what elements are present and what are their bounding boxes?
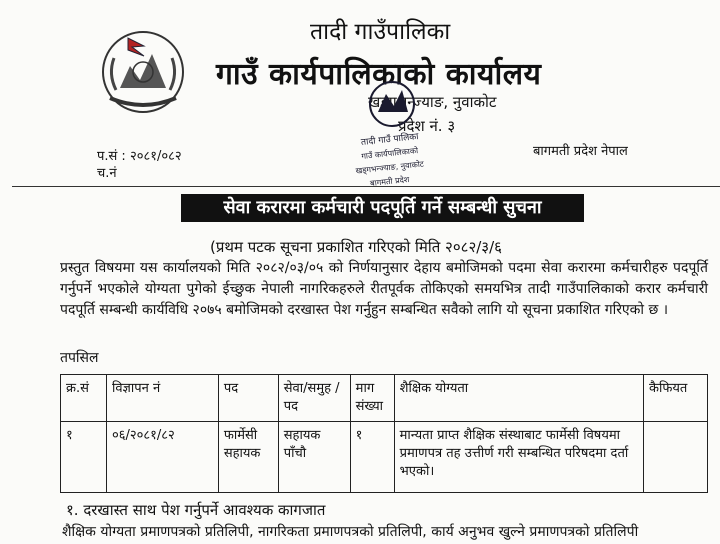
cell-remarks <box>643 422 707 493</box>
municipality-emblem <box>100 28 186 118</box>
cell-serial: १ <box>61 422 107 493</box>
vacancy-table <box>60 374 708 493</box>
notice-title: सेवा करारमा कर्मचारी पदपूर्ति गर्ने सम्बन्धी सुचना <box>181 194 584 222</box>
col-demand: माग संख्या <box>350 375 394 422</box>
province-number: प्रदेश नं. ३ <box>398 117 456 135</box>
cell-service-group: सहायक पाँचौ <box>278 422 350 493</box>
province-label: बागमती प्रदेश नेपाल <box>533 144 628 159</box>
office-name: गाउँ कार्यपालिकाको कार्यालय <box>216 57 542 92</box>
table-header-row <box>61 375 708 422</box>
col-remarks: कैफियत <box>643 375 707 422</box>
office-address: खड्गभन्ज्याङ, नुवाकोट <box>368 93 497 111</box>
col-qualification: शैक्षिक योग्यता <box>394 375 643 422</box>
svg-text:खड्गभन्ज्याङ, नुवाकोट: खड्गभन्ज्याङ, नुवाकोट <box>355 159 425 176</box>
svg-text:तादी गाउँ पालिका: तादी गाउँ पालिका <box>360 132 420 149</box>
publication-date: (प्रथम पटक सूचना प्रकाशित गरिएको मिति २०८२/३/६ <box>210 238 502 256</box>
svg-text:गाउँ कार्यपालिकाको: गाउँ कार्यपालिकाको <box>360 146 419 161</box>
office-stamp <box>340 76 440 188</box>
documents-heading: १. दरखास्त साथ पेश गर्नुपर्ने आवश्यक कागजात <box>66 501 326 519</box>
header-divider <box>12 186 720 187</box>
details-label: तपसिल <box>60 350 99 366</box>
dispatch-number: च.नं <box>97 166 117 181</box>
cell-post: फार्मेसी सहायक <box>218 422 278 493</box>
cell-demand: १ <box>350 422 394 493</box>
cell-qualification: मान्यता प्राप्त शैक्षिक संस्थाबाट फार्मेसी विषयमा प्रमाणपत्र तह उत्तीर्ण गरी सम्बन्धित परिषदमा दर्ता भएको। <box>394 422 643 493</box>
col-service-group: सेवा/समुह /पद <box>278 375 350 422</box>
svg-text:बागमती प्रदेश: बागमती प्रदेश <box>369 174 410 188</box>
municipality-name: तादी गाउँपालिका <box>310 19 451 45</box>
col-serial: क्र.सं <box>61 375 107 422</box>
notice-body: प्रस्तुत विषयमा यस कार्यालयको मिति २०८२/०३/०५ को निर्णयानुसार देहाय बमोजिमको पदमा सेवा करारमा कर्मचारीहरु पदपूर्ति गर्नुपर्ने भएकोले योग्यता पुगेको ईच्छुक नेपाली नागरिकहरुले रीतपूर्वक तोकिएको समयभित्र तादी गाउँपालिकाको करार कर्मचारी पदपूर्ति सम्बन्धी कार्यविधि २०७५ बमोजिमको दरखास्त पेश गर्नुहुन सम्बन्धित सवैको लागि यो सूचना प्रकाशित गरिएको छ । <box>60 260 708 318</box>
documents-text: शैक्षिक योग्यता प्रमाणपत्रको प्रतिलिपी, नागरिकता प्रमाणपत्रको प्रतिलिपी, कार्य अनुभव खुल्ने प्रमाणपत्रको प्रतिलिपी <box>62 524 639 540</box>
col-post: पद <box>218 375 278 422</box>
cell-advert-no: ०६/२०८१/८२ <box>106 422 218 493</box>
col-advert-no: विज्ञापन नं <box>106 375 218 422</box>
reference-number: प.सं : २०८१/०८२ <box>97 149 182 164</box>
table-row <box>61 422 708 493</box>
